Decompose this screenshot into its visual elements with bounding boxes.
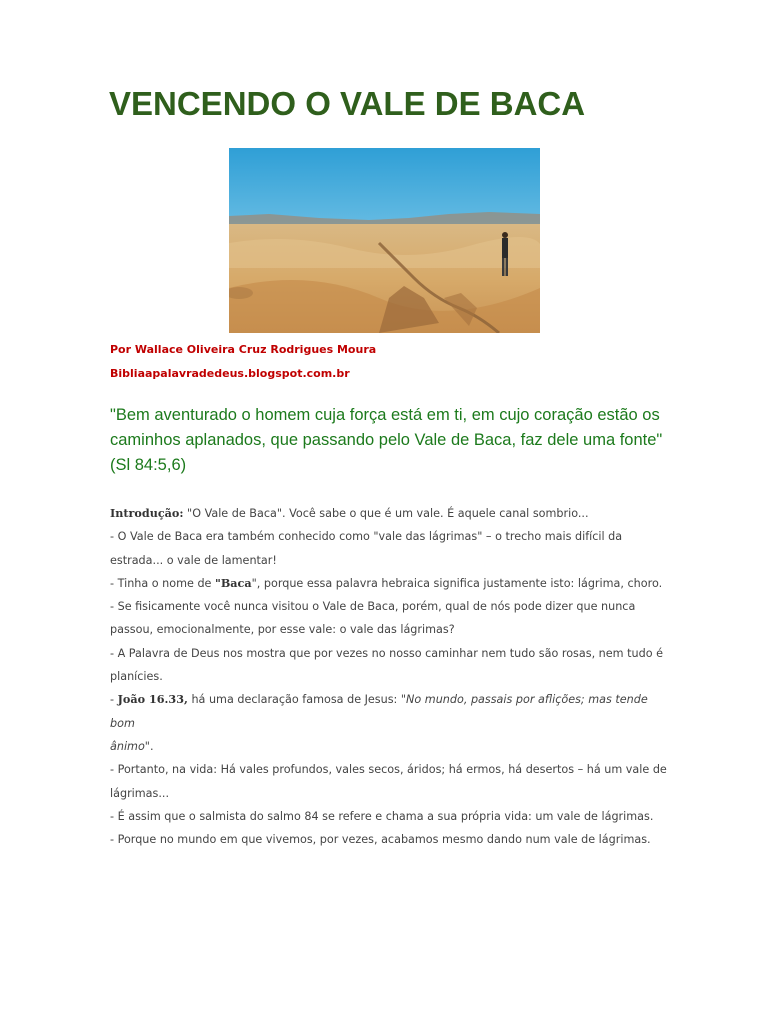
scripture-reference: João 16.33, <box>117 692 188 707</box>
paragraph: - É assim que o salmista do salmo 84 se refere e chama a sua própria vida: um vale de lágrimas. <box>110 809 654 823</box>
body-text <box>110 502 670 851</box>
baca-term: "Baca <box>215 575 252 590</box>
paragraph-intro <box>110 502 670 525</box>
page-title: VENCENDO O VALE DE BACA <box>109 85 586 122</box>
jesus-quote: "No mundo, passais por aflições; mas tende bom <box>110 693 648 730</box>
paragraph-text: - <box>110 693 118 707</box>
paragraph: - O Vale de Baca era também conhecido como "vale das lágrimas" – o trecho mais difícil da estrada... o vale de lamentar! <box>110 530 623 567</box>
intro-text: "O Vale de Baca". Você sabe o que é um vale. É aquele canal sombrio... <box>183 507 589 520</box>
paragraph: - Porque no mundo em que vivemos, por vezes, acabamos mesmo dando num vale de lágrimas. <box>110 833 651 847</box>
paragraph <box>110 572 670 595</box>
blog-link[interactable]: Bibliaapalavradedeus.blogspot.com.br <box>110 367 350 380</box>
paragraph: - A Palavra de Deus nos mostra que por vezes no nosso caminhar nem tudo são rosas, nem tudo é planícies. <box>110 646 663 684</box>
paragraph-text: há uma declaração famosa de Jesus: <box>187 693 401 707</box>
paragraph-text: . <box>149 739 154 753</box>
paragraph: - Se fisicamente você nunca visitou o Vale de Baca, porém, qual de nós pode dizer que nunca passou, emocionalmente, por esse vale: o vale das lágrimas? <box>110 600 636 637</box>
paragraph-text: - Tinha o nome de <box>110 576 215 590</box>
paragraph: - Portanto, na vida: Há vales profundos, vales secos, áridos; há ermos, há desertos – há um vale de lágrimas... <box>110 763 667 800</box>
paragraph <box>110 688 670 758</box>
desert-valley-photo <box>229 148 540 333</box>
paragraph-text: ", porque essa palavra hebraica significa justamente isto: lágrima, choro. <box>251 576 663 590</box>
intro-label: Introdução: <box>110 506 184 520</box>
author-line: Por Wallace Oliveira Cruz Rodrigues Moura <box>110 343 377 356</box>
jesus-quote-end: ânimo" <box>110 739 150 753</box>
epigraph-quote: "Bem aventurado o homem cuja força está em ti, em cujo coração estão os caminhos aplanados, que passando pelo Vale de Baca, faz dele uma fonte"(Sl 84:5,6) <box>110 406 663 474</box>
